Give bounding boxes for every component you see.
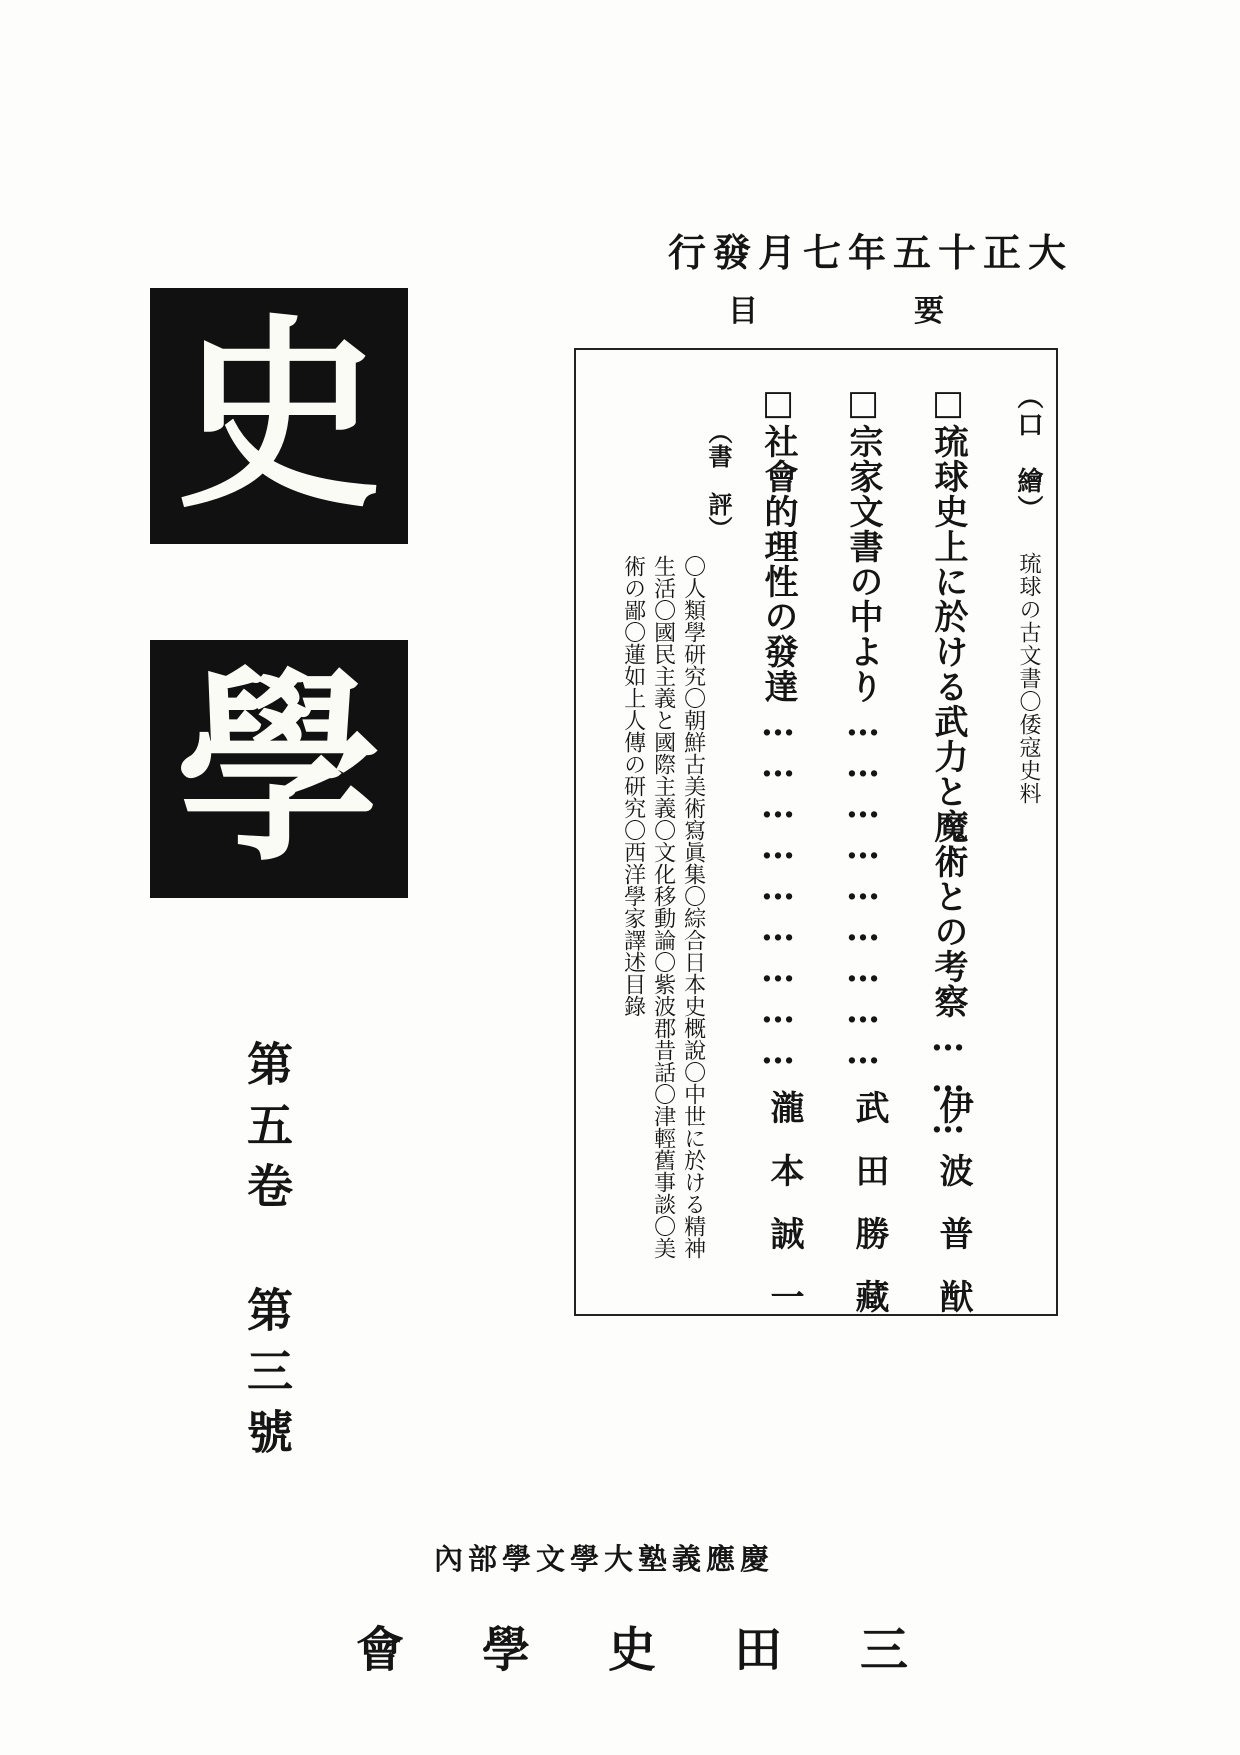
publisher-name: 三田史學會 [356,1622,987,1678]
title-char-shi: 史 [176,295,382,536]
toc-heading-right: 要 [914,294,944,329]
review-line-2: 生活〇國民主義と國際主義〇文化移動論〇紫波郡昔話〇津輕舊事談〇美 [650,555,676,1259]
publisher-department: 慶應義塾大學文學部內 [434,1542,775,1576]
review-label: （書 評） [704,420,733,540]
frontispiece-label: （口 繪） [1013,383,1043,523]
title-block-2 [150,640,408,898]
table-of-contents [574,348,1058,1342]
title-char-gaku: 學 [176,648,382,889]
volume-number: 第五卷 [240,1040,294,1223]
publication-date: 大正十五年七月發行 [668,230,1074,275]
toc-article-2-author: 武田勝藏 [849,1090,889,1342]
toc-article-3-title: □社會的理性の發達……………………… [758,383,798,1073]
toc-article-1-title: □琉球史上に於ける武力と魔術との考察……… [928,383,968,1142]
issue-number: 第三號 [240,1286,294,1469]
title-block-1 [150,288,408,544]
frontispiece-items: 琉球の古文書〇倭寇史料 [1016,552,1041,805]
frontispiece-entry [1010,383,1047,805]
toc-article-2-title: □宗家文書の中より……………………… [843,383,883,1073]
toc-article-1-author: 伊波普猷 [933,1090,973,1342]
review-line-3: 術の鄙〇蓮如上人傳の研究〇西洋學家譯述目錄 [620,555,646,1017]
toc-heading-left: 目 [728,294,758,329]
review-line-1: 〇人類學研究〇朝鮮古美術寫眞集〇綜合日本史概說〇中世に於ける精神 [680,555,706,1259]
toc-article-3-author: 瀧本誠一 [764,1090,804,1342]
